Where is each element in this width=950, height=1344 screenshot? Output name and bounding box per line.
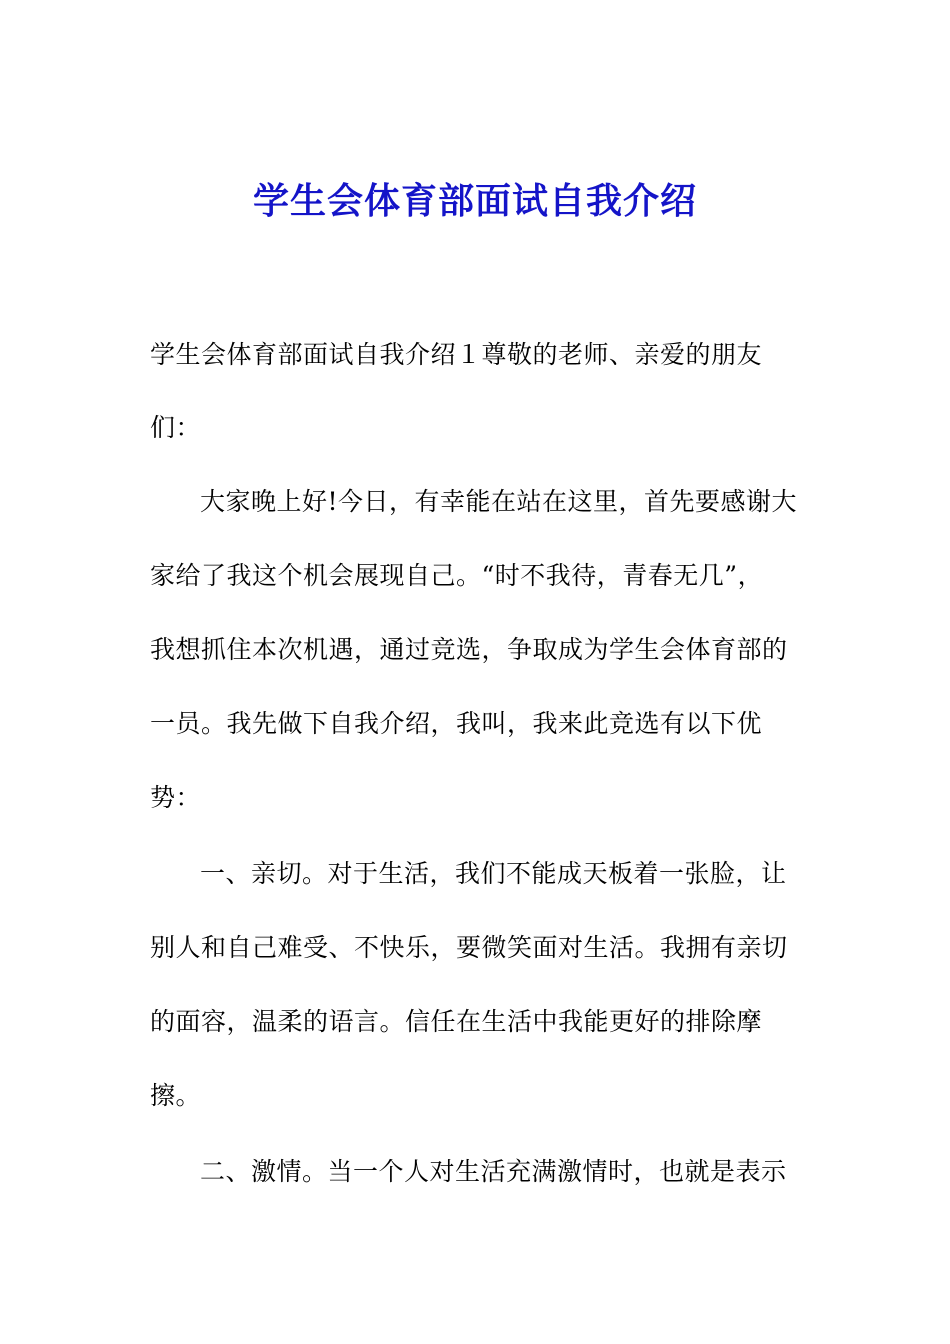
paragraph-line: 的面容，温柔的语言。信任在生活中我能更好的排除摩 [150, 1007, 763, 1036]
paragraph-line: 一、亲切。对于生活，我们不能成天板着一张脸，让 [200, 859, 787, 888]
paragraph-line: 势： [150, 783, 202, 812]
paragraph-line: 学生会体育部面试自我介绍１尊敬的老师、亲爱的朋友 [150, 340, 763, 369]
paragraph-line: 家给了我这个机会展现自己。“时不我待，青春无几”， [150, 561, 764, 590]
paragraph-line: 我想抓住本次机遇，通过竞选，争取成为学生会体育部的 [150, 635, 788, 664]
paragraph-line: 别人和自己难受、不快乐，要微笑面对生活。我拥有亲切 [150, 933, 788, 962]
paragraph-line: 一员。我先做下自我介绍，我叫，我来此竞选有以下优 [150, 709, 763, 738]
paragraph-line: 擦。 [150, 1081, 202, 1110]
paragraph-line: 二、激情。当一个人对生活充满激情时，也就是表示 [200, 1157, 787, 1186]
paragraph-line: 们： [150, 413, 202, 442]
paragraph-line: 大家晚上好!今日，有幸能在站在这里，首先要感谢大 [200, 487, 798, 516]
document-title: 学生会体育部面试自我介绍 [252, 181, 697, 222]
